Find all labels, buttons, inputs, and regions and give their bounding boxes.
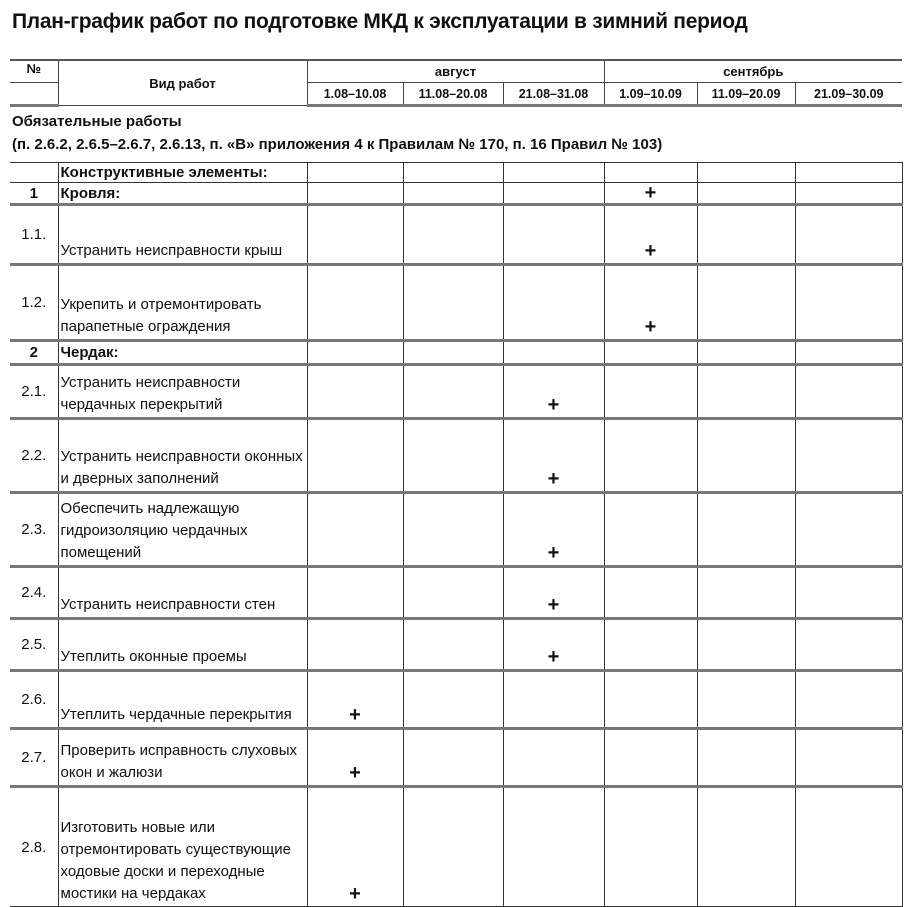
schedule-cell bbox=[795, 419, 902, 493]
group-row bbox=[10, 341, 902, 365]
document-title: План-график работ по подготовке МКД к эксплуатации в зимний период bbox=[12, 10, 748, 33]
schedule-cell bbox=[403, 365, 503, 419]
schedule-cell bbox=[697, 493, 795, 567]
header-period: 1.08–10.08 bbox=[307, 83, 403, 106]
schedule-cell bbox=[795, 493, 902, 567]
schedule-cell bbox=[604, 341, 697, 365]
table-row bbox=[10, 729, 902, 787]
schedule-cell bbox=[604, 419, 697, 493]
section-title: Обязательные работы bbox=[12, 113, 182, 130]
header-num: № bbox=[10, 60, 58, 83]
work-description: Конструктивные элементы: bbox=[58, 163, 307, 183]
work-description: Устранить неисправности стен bbox=[58, 567, 307, 619]
schedule-mark-plus-icon: + bbox=[503, 567, 604, 619]
header-num-blank bbox=[10, 83, 58, 106]
schedule-cell bbox=[307, 341, 403, 365]
header-month-august: август bbox=[307, 60, 604, 83]
schedule-cell bbox=[403, 205, 503, 265]
schedule-cell bbox=[403, 493, 503, 567]
schedule-cell bbox=[795, 365, 902, 419]
header-work-kind: Вид работ bbox=[58, 60, 307, 106]
schedule-cell bbox=[403, 183, 503, 205]
group-row bbox=[10, 163, 902, 183]
schedule-cell bbox=[403, 163, 503, 183]
schedule-cell bbox=[795, 163, 902, 183]
schedule-cell bbox=[503, 205, 604, 265]
schedule-mark-plus-icon: + bbox=[503, 619, 604, 671]
schedule-cell bbox=[795, 205, 902, 265]
schedule-cell bbox=[697, 163, 795, 183]
schedule-cell bbox=[307, 419, 403, 493]
header-period: 11.09–20.09 bbox=[697, 83, 795, 106]
row-number: 2.1. bbox=[10, 365, 58, 419]
schedule-cell bbox=[307, 567, 403, 619]
row-number: 2.4. bbox=[10, 567, 58, 619]
schedule-cell bbox=[503, 671, 604, 729]
schedule-cell bbox=[403, 265, 503, 341]
work-description: Изготовить новые или отремонтировать существующие ходовые доски и переходные мостики на чердаках bbox=[58, 787, 307, 907]
schedule-cell bbox=[503, 183, 604, 205]
header-period: 1.09–10.09 bbox=[604, 83, 697, 106]
schedule-mark-plus-icon: + bbox=[307, 671, 403, 729]
schedule-mark-plus-icon: + bbox=[503, 365, 604, 419]
schedule-cell bbox=[604, 619, 697, 671]
table-row bbox=[10, 619, 902, 671]
header-period: 21.08–31.08 bbox=[503, 83, 604, 106]
work-description: Утеплить чердачные перекрытия bbox=[58, 671, 307, 729]
schedule-cell bbox=[403, 419, 503, 493]
schedule-cell bbox=[697, 183, 795, 205]
schedule-table bbox=[10, 162, 903, 907]
schedule-cell bbox=[604, 163, 697, 183]
schedule-cell bbox=[403, 787, 503, 907]
row-number: 2.3. bbox=[10, 493, 58, 567]
row-number: 2.8. bbox=[10, 787, 58, 907]
row-number: 1.1. bbox=[10, 205, 58, 265]
row-number: 2.2. bbox=[10, 419, 58, 493]
work-description: Обеспечить надлежащую гидроизоляцию чердачных помещений bbox=[58, 493, 307, 567]
schedule-cell bbox=[697, 341, 795, 365]
table-row bbox=[10, 205, 902, 265]
row-number: 2 bbox=[10, 341, 58, 365]
schedule-mark-plus-icon: + bbox=[307, 729, 403, 787]
schedule-cell bbox=[697, 671, 795, 729]
header-period: 21.09–30.09 bbox=[795, 83, 902, 106]
schedule-cell bbox=[307, 619, 403, 671]
schedule-cell bbox=[697, 265, 795, 341]
work-description: Чердак: bbox=[58, 341, 307, 365]
schedule-cell bbox=[697, 365, 795, 419]
schedule-header bbox=[10, 59, 902, 107]
schedule-cell bbox=[403, 729, 503, 787]
schedule-cell bbox=[795, 341, 902, 365]
schedule-cell bbox=[697, 567, 795, 619]
work-description: Устранить неисправности оконных и дверных заполнений bbox=[58, 419, 307, 493]
group-row bbox=[10, 183, 902, 205]
schedule-cell bbox=[604, 567, 697, 619]
row-number: 2.6. bbox=[10, 671, 58, 729]
schedule-cell bbox=[795, 787, 902, 907]
schedule-cell bbox=[697, 787, 795, 907]
schedule-cell bbox=[795, 183, 902, 205]
schedule-cell bbox=[697, 729, 795, 787]
work-description: Устранить неисправности чердачных перекрытий bbox=[58, 365, 307, 419]
schedule-cell bbox=[307, 365, 403, 419]
table-row bbox=[10, 493, 902, 567]
schedule-cell bbox=[795, 265, 902, 341]
schedule-cell bbox=[403, 341, 503, 365]
section-reference: (п. 2.6.2, 2.6.5–2.6.7, 2.6.13, п. «В» приложения 4 к Правилам № 170, п. 16 Правил № 103) bbox=[12, 136, 663, 153]
schedule-cell bbox=[697, 619, 795, 671]
schedule-cell bbox=[503, 341, 604, 365]
schedule-cell bbox=[503, 787, 604, 907]
schedule-cell bbox=[307, 205, 403, 265]
schedule-cell bbox=[697, 419, 795, 493]
schedule-mark-plus-icon: + bbox=[503, 493, 604, 567]
schedule-mark-plus-icon: + bbox=[503, 419, 604, 493]
schedule-cell bbox=[697, 205, 795, 265]
work-description: Устранить неисправности крыш bbox=[58, 205, 307, 265]
schedule-cell bbox=[403, 567, 503, 619]
work-description: Укрепить и отремонтировать парапетные ограждения bbox=[58, 265, 307, 341]
work-description: Кровля: bbox=[58, 183, 307, 205]
table-row bbox=[10, 365, 902, 419]
section-heading bbox=[12, 110, 662, 156]
header-month-september: сентябрь bbox=[604, 60, 902, 83]
row-number: 2.5. bbox=[10, 619, 58, 671]
row-number: 2.7. bbox=[10, 729, 58, 787]
schedule-cell bbox=[307, 163, 403, 183]
schedule-cell bbox=[604, 787, 697, 907]
schedule-mark-plus-icon: + bbox=[604, 183, 697, 205]
schedule-cell bbox=[604, 671, 697, 729]
schedule-cell bbox=[604, 729, 697, 787]
schedule-cell bbox=[795, 671, 902, 729]
row-number: 1.2. bbox=[10, 265, 58, 341]
row-number bbox=[10, 163, 58, 183]
schedule-cell bbox=[795, 619, 902, 671]
schedule-mark-plus-icon: + bbox=[604, 265, 697, 341]
header-period: 11.08–20.08 bbox=[403, 83, 503, 106]
row-number: 1 bbox=[10, 183, 58, 205]
schedule-cell bbox=[503, 729, 604, 787]
table-row bbox=[10, 567, 902, 619]
schedule-cell bbox=[503, 265, 604, 341]
schedule-mark-plus-icon: + bbox=[307, 787, 403, 907]
work-description: Проверить исправность слуховых окон и жалюзи bbox=[58, 729, 307, 787]
schedule-cell bbox=[403, 619, 503, 671]
schedule-cell bbox=[307, 183, 403, 205]
work-description: Утеплить оконные проемы bbox=[58, 619, 307, 671]
schedule-mark-plus-icon: + bbox=[604, 205, 697, 265]
schedule-cell bbox=[503, 163, 604, 183]
schedule-cell bbox=[795, 567, 902, 619]
table-row bbox=[10, 419, 902, 493]
table-row bbox=[10, 265, 902, 341]
schedule-cell bbox=[403, 671, 503, 729]
schedule-cell bbox=[307, 493, 403, 567]
table-row bbox=[10, 787, 902, 907]
schedule-cell bbox=[307, 265, 403, 341]
schedule-cell bbox=[795, 729, 902, 787]
schedule-cell bbox=[604, 493, 697, 567]
table-row bbox=[10, 671, 902, 729]
schedule-cell bbox=[604, 365, 697, 419]
